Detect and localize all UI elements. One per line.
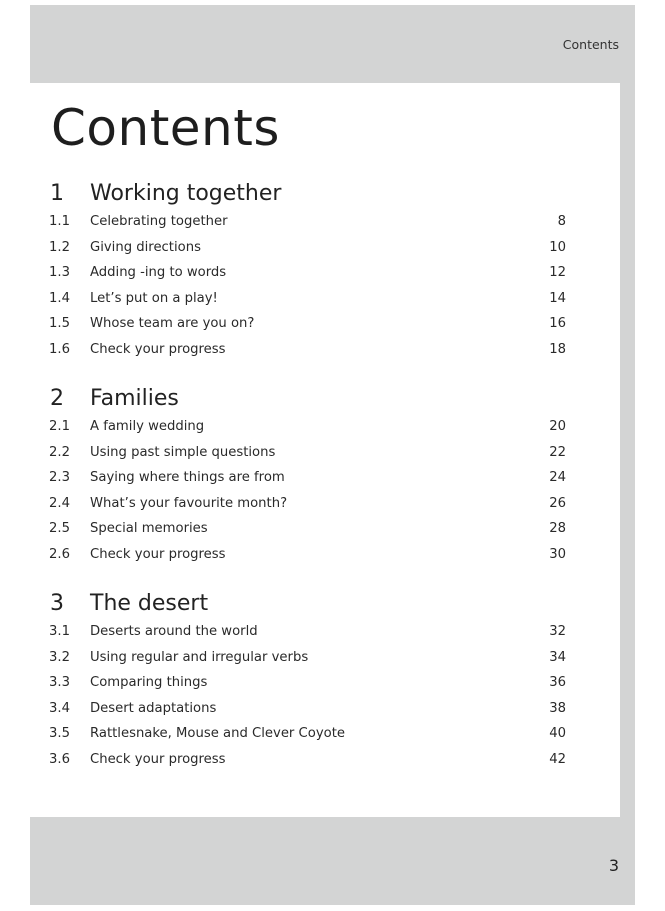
lesson-title: Check your progress xyxy=(90,546,226,562)
lesson-row[interactable] xyxy=(30,311,620,337)
lesson-row[interactable] xyxy=(30,414,620,440)
lesson-title: Using regular and irregular verbs xyxy=(90,649,309,665)
lesson-number: 3.3 xyxy=(49,675,70,691)
lesson-title: Saying where things are from xyxy=(90,470,285,486)
lesson-page: 38 xyxy=(549,700,566,716)
unit-title: The desert xyxy=(90,591,209,616)
lesson-row[interactable] xyxy=(30,491,620,517)
lesson-number: 2.2 xyxy=(49,444,70,460)
lesson-title: Adding -ing to words xyxy=(90,265,227,281)
lesson-page: 36 xyxy=(549,675,566,691)
lesson-page: 20 xyxy=(549,419,566,434)
unit-number: 2 xyxy=(50,386,64,411)
lesson-title: Check your progress xyxy=(90,751,226,767)
lesson-page: 30 xyxy=(549,546,566,562)
contents-panel xyxy=(30,83,620,817)
lesson-page: 12 xyxy=(549,265,566,281)
lesson-title: Deserts around the world xyxy=(90,624,258,639)
lesson-page: 34 xyxy=(549,649,566,665)
unit-heading[interactable] xyxy=(30,179,620,209)
lesson-row[interactable] xyxy=(30,721,620,747)
lesson-title: Using past simple questions xyxy=(90,444,276,460)
lesson-page: 42 xyxy=(549,751,566,767)
lesson-number: 2.3 xyxy=(49,470,70,486)
lesson-row[interactable] xyxy=(30,619,620,645)
unit-title: Working together xyxy=(90,181,282,206)
lesson-title: Giving directions xyxy=(90,239,201,255)
lesson-title: Special memories xyxy=(90,521,208,537)
lesson-number: 3.4 xyxy=(49,700,70,716)
lesson-number: 1.6 xyxy=(49,341,70,357)
unit-section xyxy=(30,589,620,773)
lesson-number: 3.5 xyxy=(49,726,70,742)
lesson-number: 3.1 xyxy=(49,624,70,639)
running-head: Contents xyxy=(562,37,619,52)
lesson-number: 1.4 xyxy=(49,290,70,306)
unit-title: Families xyxy=(90,386,179,411)
lesson-title: A family wedding xyxy=(90,419,205,434)
lesson-title: Comparing things xyxy=(90,675,208,691)
lesson-page: 28 xyxy=(549,521,566,537)
lesson-title: Whose team are you on? xyxy=(90,316,255,332)
lesson-number: 1.1 xyxy=(49,214,70,229)
unit-section xyxy=(30,384,620,568)
lesson-row[interactable] xyxy=(30,542,620,568)
lesson-row[interactable] xyxy=(30,260,620,286)
lesson-title: Check your progress xyxy=(90,341,226,357)
lesson-number: 1.2 xyxy=(49,239,70,255)
lesson-page: 26 xyxy=(549,495,566,511)
lesson-page: 16 xyxy=(549,316,566,332)
lesson-page: 24 xyxy=(549,470,566,486)
lesson-row[interactable] xyxy=(30,670,620,696)
lesson-row[interactable] xyxy=(30,209,620,235)
unit-heading[interactable] xyxy=(30,589,620,619)
lesson-number: 2.1 xyxy=(49,419,70,434)
lesson-title: Let’s put on a play! xyxy=(90,290,218,306)
lesson-row[interactable] xyxy=(30,465,620,491)
lesson-number: 2.6 xyxy=(49,546,70,562)
page-title: Contents xyxy=(51,99,280,157)
unit-section xyxy=(30,179,620,363)
lesson-title: Celebrating together xyxy=(90,214,228,229)
lesson-page: 14 xyxy=(549,290,566,306)
lesson-number: 3.2 xyxy=(49,649,70,665)
lesson-row[interactable] xyxy=(30,337,620,363)
lesson-row[interactable] xyxy=(30,235,620,261)
lesson-row[interactable] xyxy=(30,645,620,671)
unit-number: 3 xyxy=(50,591,64,616)
lesson-page: 40 xyxy=(549,726,566,742)
lesson-number: 1.3 xyxy=(49,265,70,281)
lesson-page: 8 xyxy=(557,214,566,229)
unit-heading[interactable] xyxy=(30,384,620,414)
lesson-page: 32 xyxy=(549,624,566,639)
page-number: 3 xyxy=(608,856,619,875)
lesson-number: 1.5 xyxy=(49,316,70,332)
lesson-title: Desert adaptations xyxy=(90,700,217,716)
lesson-page: 18 xyxy=(549,341,566,357)
lesson-title: Rattlesnake, Mouse and Clever Coyote xyxy=(90,726,345,742)
lesson-page: 10 xyxy=(549,239,566,255)
lesson-number: 2.5 xyxy=(49,521,70,537)
lesson-number: 3.6 xyxy=(49,751,70,767)
lesson-row[interactable] xyxy=(30,747,620,773)
lesson-row[interactable] xyxy=(30,516,620,542)
lesson-row[interactable] xyxy=(30,440,620,466)
lesson-title: What’s your favourite month? xyxy=(90,495,288,511)
unit-number: 1 xyxy=(50,181,64,206)
lesson-row[interactable] xyxy=(30,286,620,312)
lesson-number: 2.4 xyxy=(49,495,70,511)
lesson-page: 22 xyxy=(549,444,566,460)
lesson-row[interactable] xyxy=(30,696,620,722)
